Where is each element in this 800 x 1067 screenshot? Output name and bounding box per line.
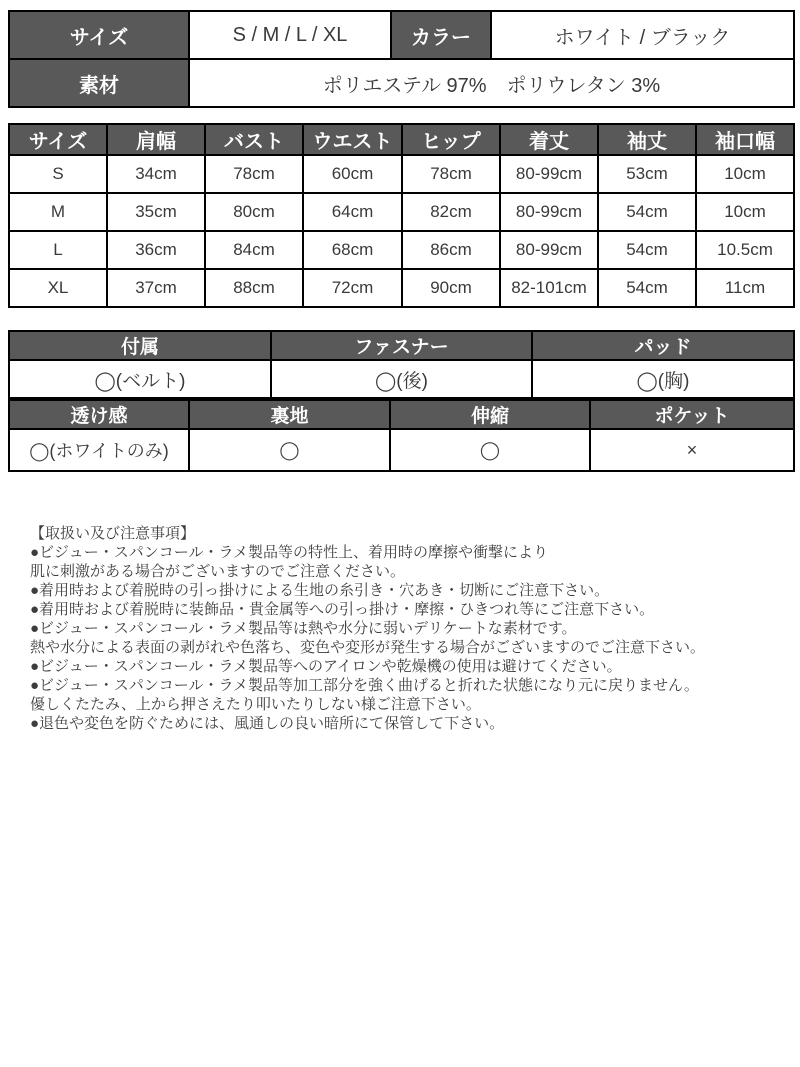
spec-table (8, 10, 795, 108)
cell-hip: 78cm (402, 155, 500, 193)
cell-shoulder: 36cm (107, 231, 205, 269)
material-label-cell: 素材 (9, 59, 189, 107)
col-header-bust: バスト (205, 124, 303, 155)
spec-row-size-color (9, 11, 794, 59)
cell-hip: 82cm (402, 193, 500, 231)
header-pad: パッド (532, 331, 794, 360)
spec-row-material (9, 59, 794, 107)
note-line: 肌に刺激がある場合がございますのでご注意ください。 (30, 563, 406, 580)
col-header-waist: ウエスト (303, 124, 402, 155)
color-value-cell: ホワイト / ブラック (491, 11, 794, 59)
value-pad: ◯(胸) (532, 360, 794, 398)
cell-length: 80-99cm (500, 193, 598, 231)
header-pocket: ポケット (590, 400, 794, 429)
material-value-cell: ポリエステル 97% ポリウレタン 3% (189, 59, 794, 107)
note-line: ●ビジュー・スパンコール・ラメ製品等へのアイロンや乾燥機の使用は避けてください。 (30, 658, 622, 675)
value-lining: ◯ (189, 429, 390, 471)
note-line: 熱や水分による表面の剥がれや色落ち、変色や変形が発生する場合がございますのでご注意下さい。 (30, 639, 706, 656)
cell-size: M (9, 193, 107, 231)
header-stretch: 伸縮 (390, 400, 590, 429)
features-b-value-row (9, 429, 794, 471)
cell-cuff: 11cm (696, 269, 794, 307)
header-lining: 裏地 (189, 400, 390, 429)
features-b-header-row (9, 400, 794, 429)
cell-size: S (9, 155, 107, 193)
features-table-a (8, 330, 795, 399)
cell-sleeve: 54cm (598, 193, 696, 231)
cell-waist: 60cm (303, 155, 402, 193)
cell-sleeve: 53cm (598, 155, 696, 193)
size-label-cell: サイズ (9, 11, 189, 59)
note-line: ●ビジュー・スパンコール・ラメ製品等は熱や水分に弱いデリケートな素材です。 (30, 620, 577, 637)
header-accessory: 付属 (9, 331, 271, 360)
care-notes-title: 【取扱い及び注意事項】 (30, 525, 196, 542)
cell-length: 82-101cm (500, 269, 598, 307)
cell-size: XL (9, 269, 107, 307)
col-header-size: サイズ (9, 124, 107, 155)
value-pocket: × (590, 429, 794, 471)
size-row-s (9, 155, 794, 193)
col-header-hip: ヒップ (402, 124, 500, 155)
features-a-value-row (9, 360, 794, 398)
note-line: ●着用時および着脱時に装飾品・貴金属等への引っ掛け・摩擦・ひきつれ等にご注意下さい。 (30, 601, 655, 618)
cell-bust: 88cm (205, 269, 303, 307)
header-fastener: ファスナー (271, 331, 532, 360)
cell-shoulder: 35cm (107, 193, 205, 231)
cell-waist: 64cm (303, 193, 402, 231)
col-header-length: 着丈 (500, 124, 598, 155)
cell-size: L (9, 231, 107, 269)
cell-waist: 68cm (303, 231, 402, 269)
value-accessory: ◯(ベルト) (9, 360, 271, 398)
cell-hip: 90cm (402, 269, 500, 307)
size-row-m (9, 193, 794, 231)
value-fastener: ◯(後) (271, 360, 532, 398)
value-stretch: ◯ (390, 429, 590, 471)
cell-shoulder: 34cm (107, 155, 205, 193)
note-line: 優しくたたみ、上から押さえたり叩いたりしない様ご注意下さい。 (30, 696, 481, 713)
color-label-cell: カラー (391, 11, 491, 59)
cell-cuff: 10cm (696, 193, 794, 231)
features-table-b (8, 399, 795, 472)
col-header-shoulder: 肩幅 (107, 124, 205, 155)
size-chart-table (8, 123, 795, 308)
note-line: ●退色や変色を防ぐためには、風通しの良い暗所にて保管して下さい。 (30, 715, 505, 732)
cell-sleeve: 54cm (598, 231, 696, 269)
size-row-l (9, 231, 794, 269)
cell-cuff: 10cm (696, 155, 794, 193)
cell-waist: 72cm (303, 269, 402, 307)
features-a-header-row (9, 331, 794, 360)
cell-length: 80-99cm (500, 155, 598, 193)
size-chart-header-row (9, 124, 794, 155)
cell-cuff: 10.5cm (696, 231, 794, 269)
cell-shoulder: 37cm (107, 269, 205, 307)
note-line: ●ビジュー・スパンコール・ラメ製品等の特性上、着用時の摩擦や衝撃により (30, 544, 549, 561)
care-notes (30, 524, 790, 733)
cell-bust: 84cm (205, 231, 303, 269)
cell-bust: 80cm (205, 193, 303, 231)
cell-sleeve: 54cm (598, 269, 696, 307)
cell-hip: 86cm (402, 231, 500, 269)
col-header-cuff: 袖口幅 (696, 124, 794, 155)
col-header-sleeve: 袖丈 (598, 124, 696, 155)
size-row-xl (9, 269, 794, 307)
cell-length: 80-99cm (500, 231, 598, 269)
note-line: ●着用時および着脱時の引っ掛けによる生地の糸引き・穴あき・切断にご注意下さい。 (30, 582, 610, 599)
header-sheerness: 透け感 (9, 400, 189, 429)
value-sheerness: ◯(ホワイトのみ) (9, 429, 189, 471)
size-value-cell: S / M / L / XL (189, 11, 391, 59)
note-line: ●ビジュー・スパンコール・ラメ製品等加工部分を強く曲げると折れた状態になり元に戻りません。 (30, 677, 699, 694)
cell-bust: 78cm (205, 155, 303, 193)
